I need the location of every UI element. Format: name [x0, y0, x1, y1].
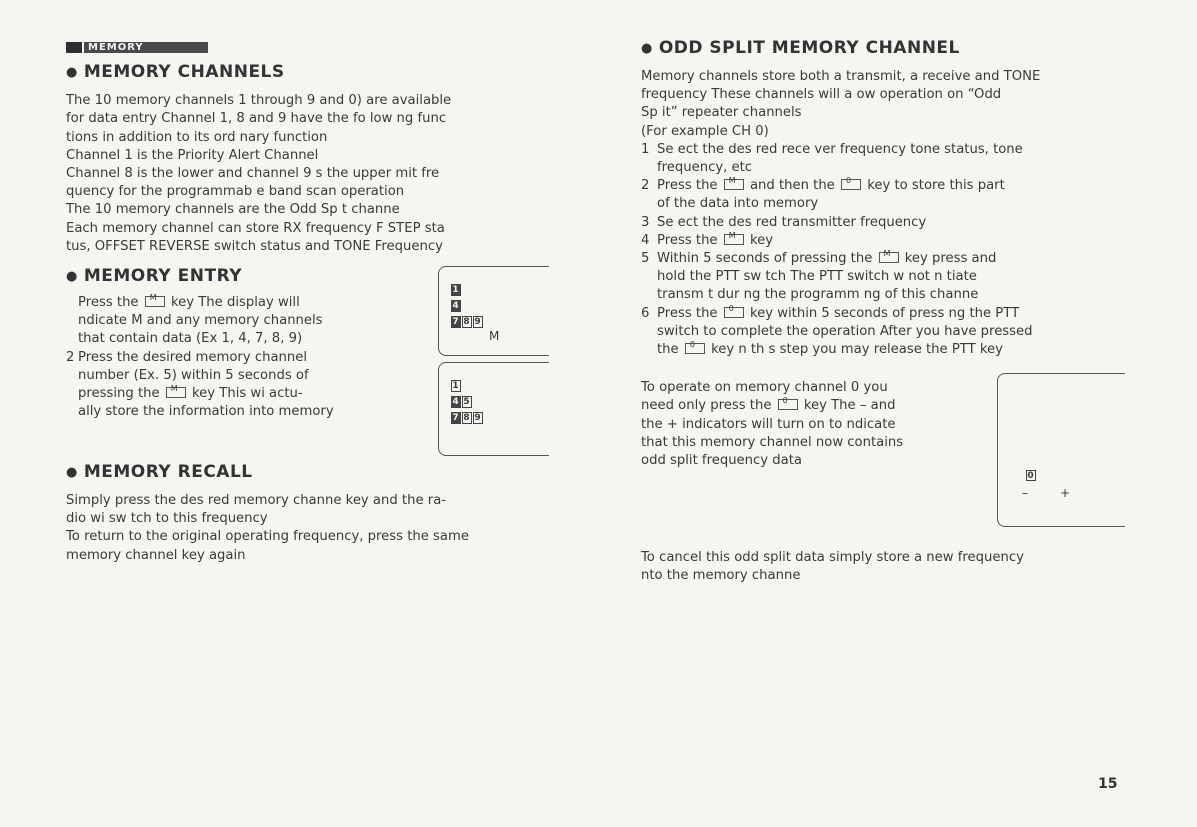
- lcd-display-1: 1 4 7 8 9 M: [438, 266, 549, 356]
- zero-key-icon: 0: [724, 307, 744, 318]
- cancel-note: To cancel this odd split data simply store a new frequency nto the memory channe: [641, 550, 1024, 584]
- lcd-display-2: 1 4 5 7 8 9: [438, 362, 549, 456]
- odd-split-heading: ● ODD SPLIT MEMORY CHANNEL: [641, 38, 960, 58]
- right-column: [641, 38, 1124, 586]
- m-key-icon: M: [724, 179, 744, 190]
- operate-memory-zero: To operate on memory channel 0 you need only press the 0 key The – and the + indicators will turn on to ndicate that this memory channel now contains odd split frequency data 0 – +: [641, 379, 1124, 539]
- m-key-icon: M: [724, 234, 744, 245]
- section-tag: MEMORY: [66, 42, 208, 53]
- minus-indicator: –: [1022, 486, 1029, 501]
- m-key-icon: M: [145, 296, 165, 307]
- m-key-icon: M: [879, 252, 899, 263]
- page-number: 15: [1098, 776, 1118, 792]
- zero-key-icon: 0: [685, 343, 705, 354]
- memory-channels-body: The 10 memory channels 1 through 9 and 0) are available for data entry Channel 1, 8 and 9 have the fo low ng func tions in addition to its ord nary function Channel 1 is the Priority Alert Channel Channel 8 is the lower and channel 9 s the upper mit fre quency for the programmab e band scan operation The 10 memory channels are the Odd Sp t channe Each memory channel can store RX frequency F STEP sta tus, OFFSET REVERSE switch status and TONE Frequency: [66, 93, 452, 254]
- list-item: 4 Press the M key: [641, 230, 774, 248]
- memory-recall-heading: ● MEMORY RECALL: [66, 462, 253, 483]
- lcd-display-3: [997, 373, 1125, 527]
- odd-split-steps: [641, 141, 1124, 359]
- zero-digit: 0: [1027, 471, 1035, 482]
- memory-entry-steps: Press the M key The display will ndicate M and any memory channels that contain data (Ex 1, 4, 7, 8, 9) 2 Press the desired memory channel number (Ex. 5) within 5 seconds of pressing the M key This wi actu- ally store the information into memory: [66, 293, 334, 420]
- left-column: [66, 38, 548, 565]
- plus-indicator: +: [1060, 486, 1072, 501]
- zero-key-icon: 0: [778, 399, 798, 410]
- memory-recall-body: Simply press the des red memory channe key and the ra- dio wi sw tch to this frequency To return to the original operating frequency, press the same memory channel key again: [66, 493, 469, 563]
- list-item: 2 Press the M and then the 0 key to store this part of the data into memory: [641, 176, 1005, 212]
- list-item: 3 Se ect the des red transmitter frequency: [641, 214, 927, 230]
- list-item: 5 Within 5 seconds of pressing the M key press and hold the PTT sw tch The PTT switch w not n tiate transm t dur ng the programm ng of this channe: [641, 249, 997, 303]
- memory-entry-heading: ● MEMORY ENTRY: [66, 266, 243, 287]
- list-item: 6 Press the 0 key within 5 seconds of press ng the PTT switch to complete the operation After you have pressed the 0 key n th s step you may release the PTT key: [641, 303, 1033, 358]
- memory-channels-heading: ● MEMORY CHANNELS: [66, 62, 285, 83]
- m-indicator: M: [489, 329, 501, 344]
- list-item: 1 Se ect the des red rece ver frequency tone status, tone frequency, etc: [641, 141, 1023, 176]
- odd-split-intro: Memory channels store both a transmit, a receive and TONE frequency These channels will a ow operation on “Odd Sp it” repeater channels (For example CH 0): [641, 69, 1041, 139]
- memory-entry-section: [66, 266, 548, 462]
- zero-key-icon: 0: [841, 179, 861, 190]
- m-key-icon: M: [166, 387, 186, 398]
